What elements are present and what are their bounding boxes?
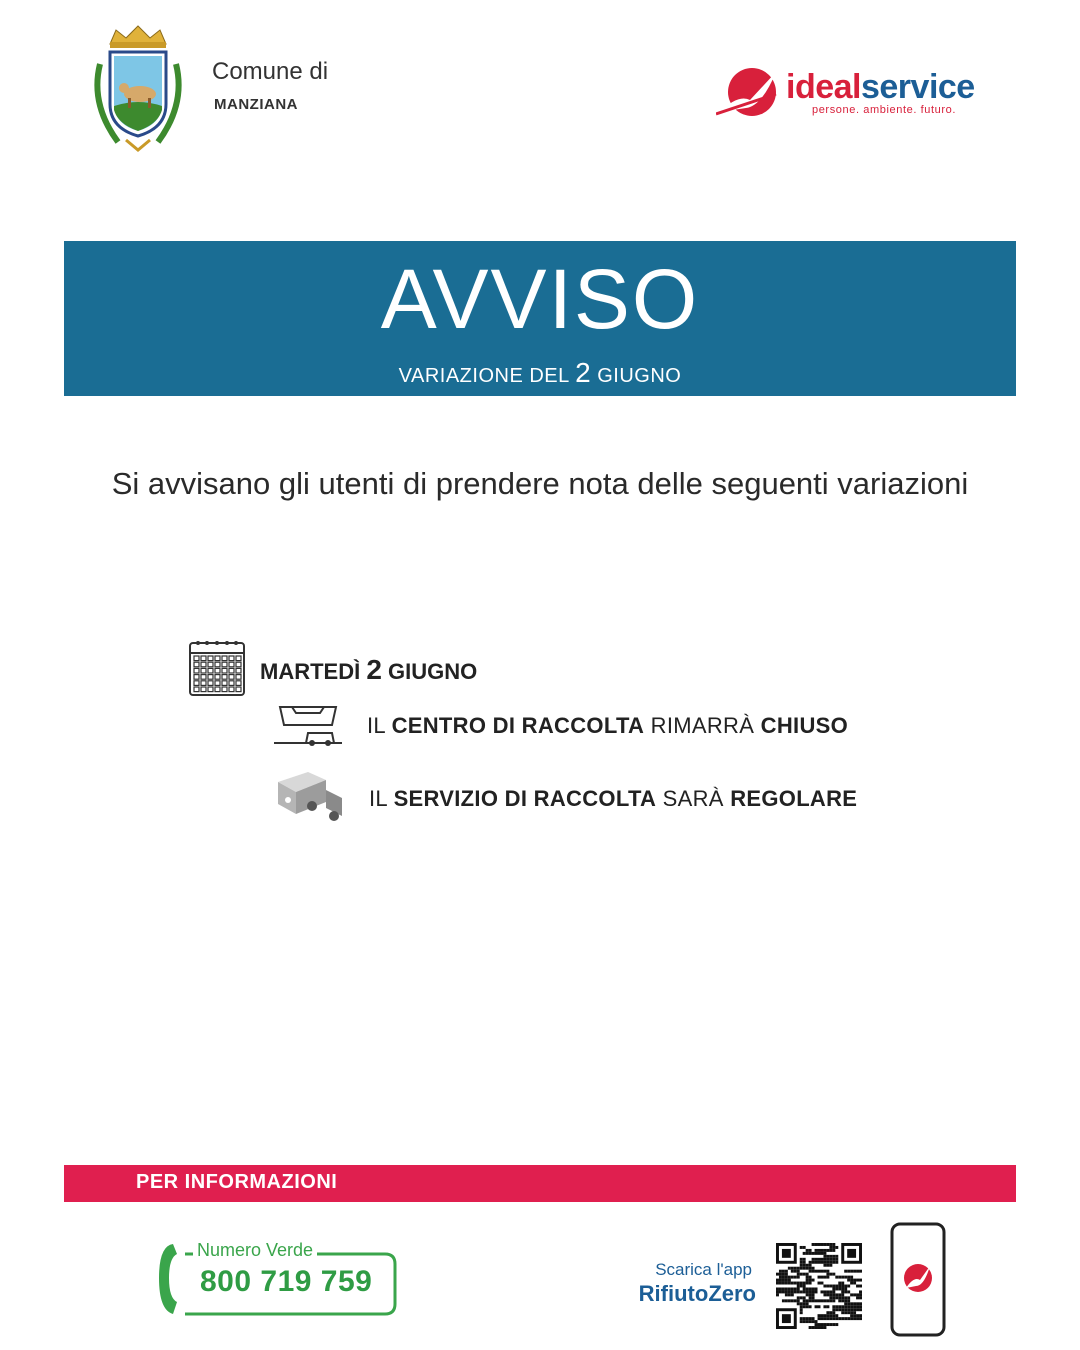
- numero-verde-label: Numero Verde: [193, 1240, 317, 1261]
- comune-label: Comune di: [212, 58, 329, 85]
- garbage-truck-icon: [274, 770, 346, 826]
- app-download-label: Scarica l'app: [655, 1260, 752, 1279]
- container-icon: [272, 703, 344, 749]
- info-bar: [64, 1165, 1016, 1202]
- info-label: PER INFORMAZIONI: [136, 1171, 338, 1193]
- item-centro-raccolta: IL CENTRO DI RACCOLTA RIMARRÀ CHIUSO: [367, 713, 849, 738]
- brand-tagline: persone. ambiente. futuro.: [812, 104, 957, 116]
- manziana-coat-of-arms: [88, 24, 188, 156]
- comune-name: MANZIANA: [214, 96, 298, 113]
- qr-code-icon[interactable]: [776, 1243, 862, 1329]
- idealservice-brand-name: idealservice: [786, 68, 975, 106]
- date-heading: MARTEDÌ 2 GIUGNO: [260, 654, 478, 685]
- phone-handset-icon: [159, 1244, 177, 1314]
- banner-title: AVVISO: [380, 252, 700, 346]
- app-name[interactable]: RifiutoZero: [638, 1281, 756, 1306]
- numero-verde-phone[interactable]: 800 719 759: [200, 1265, 373, 1298]
- smartphone-app-icon: [890, 1222, 946, 1337]
- avviso-banner: [64, 241, 1016, 396]
- calendar-icon: [188, 637, 246, 697]
- banner-subtitle: VARIAZIONE DEL 2 GIUGNO: [398, 357, 682, 388]
- intro-text: Si avvisano gli utenti di prendere nota delle seguenti variazioni: [111, 466, 969, 501]
- item-servizio-raccolta: IL SERVIZIO DI RACCOLTA SARÀ REGOLARE: [369, 786, 858, 811]
